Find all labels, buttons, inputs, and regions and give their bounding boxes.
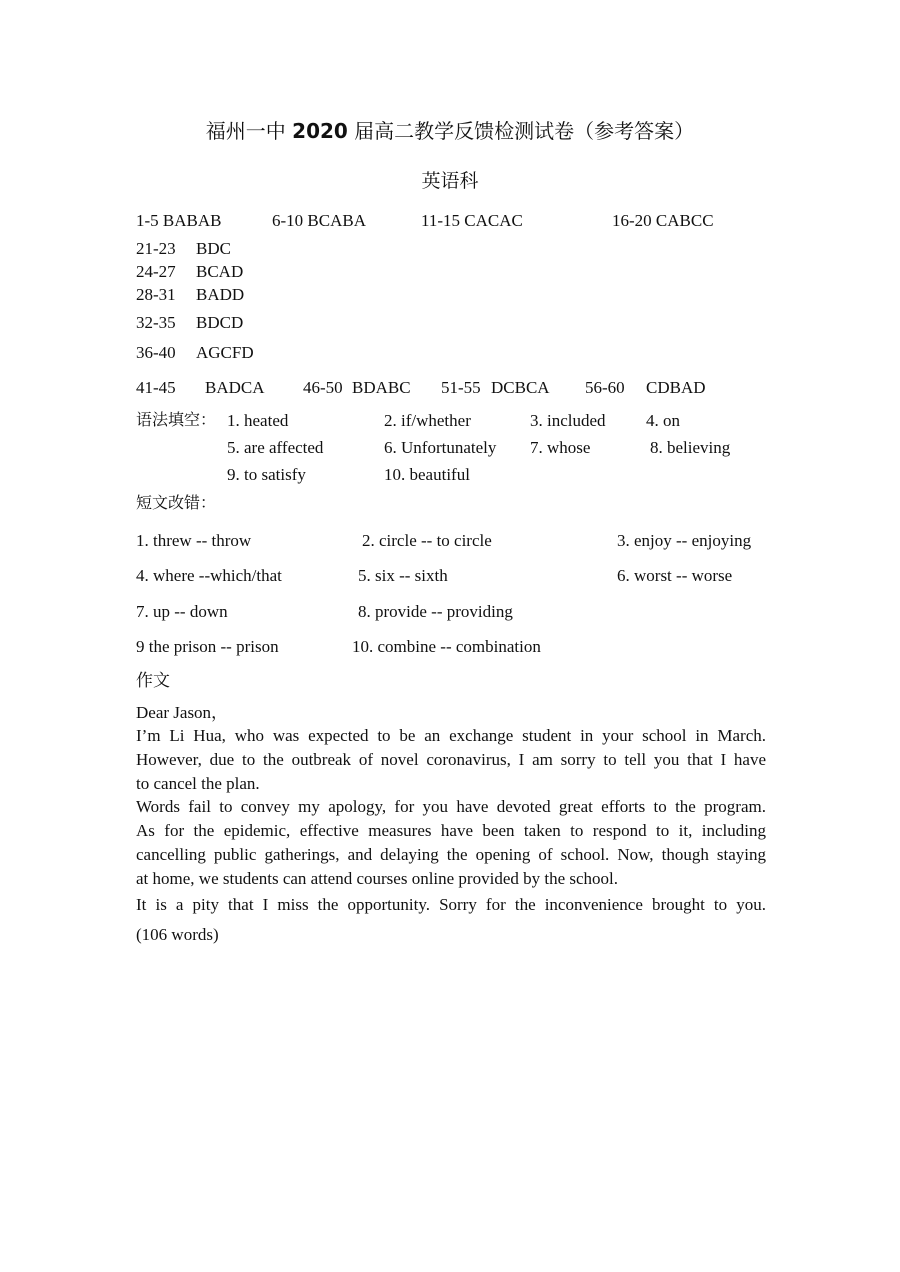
essay-line: cancelling public gatherings, and delaying the opening of school. Now, though staying bbox=[136, 845, 766, 864]
correction-item: 3. enjoy -- enjoying bbox=[617, 531, 752, 550]
answer-6-10: 6-10 BCABA bbox=[272, 211, 366, 230]
grammar-item: 5. are affected bbox=[227, 438, 324, 457]
correction-item: 9 the prison -- prison bbox=[136, 637, 279, 656]
answer-41-45: BADCA bbox=[205, 378, 265, 397]
correction-item: 6. worst -- worse bbox=[617, 566, 733, 585]
correction-item: 8. provide -- providing bbox=[358, 602, 513, 621]
grammar-item: 9. to satisfy bbox=[227, 465, 306, 484]
correction-label: 短文改错： bbox=[136, 493, 217, 512]
grammar-item: 1. heated bbox=[227, 411, 289, 430]
grammar-label: 语法填空： bbox=[136, 410, 217, 429]
essay-word-count: (106 words) bbox=[136, 925, 219, 944]
answer-28-31: BADD bbox=[196, 285, 245, 304]
range-36-40: 36-40 bbox=[136, 343, 176, 362]
correction-item: 2. circle -- to circle bbox=[362, 531, 492, 550]
essay-line: However, due to the outbreak of novel coronavirus, I am sorry to tell you that I have bbox=[136, 750, 766, 769]
essay-line: to cancel the plan. bbox=[136, 774, 260, 793]
grammar-item: 2. if/whether bbox=[384, 411, 471, 430]
range-32-35: 32-35 bbox=[136, 313, 176, 332]
document-title: 福州一中 2020 届高二教学反馈检测试卷（参考答案） bbox=[205, 119, 695, 143]
essay-line: at home, we students can attend courses online provided by the school. bbox=[136, 869, 619, 888]
answer-32-35: BDCD bbox=[196, 313, 244, 332]
grammar-item: 8. believing bbox=[650, 438, 731, 457]
grammar-item: 10. beautiful bbox=[384, 465, 470, 484]
answer-16-20: 16-20 CABCC bbox=[612, 211, 714, 230]
subject-heading: 英语科 bbox=[421, 170, 479, 192]
answer-21-23: BDC bbox=[196, 239, 231, 258]
correction-item: 4. where --which/that bbox=[136, 566, 282, 585]
answer-11-15: 11-15 CACAC bbox=[421, 211, 523, 230]
correction-item: 1. threw -- throw bbox=[136, 531, 252, 550]
essay-line: I’m Li Hua, who was expected to be an exchange student in your school in March. bbox=[136, 726, 766, 745]
answer-46-50: BDABC bbox=[352, 378, 411, 397]
essay-line: It is a pity that I miss the opportunity. Sorry for the inconvenience brought to you. bbox=[136, 895, 766, 914]
range-51-55: 51-55 bbox=[441, 378, 481, 397]
essay-line: As for the epidemic, effective measures have been taken to respond to it, including bbox=[136, 821, 766, 840]
range-56-60: 56-60 bbox=[585, 378, 625, 397]
range-24-27: 24-27 bbox=[136, 262, 176, 281]
answer-36-40: AGCFD bbox=[196, 343, 254, 362]
range-21-23: 21-23 bbox=[136, 239, 176, 258]
range-46-50: 46-50 bbox=[303, 378, 343, 397]
correction-item: 5. six -- sixth bbox=[358, 566, 448, 585]
grammar-item: 3. included bbox=[530, 411, 606, 430]
range-28-31: 28-31 bbox=[136, 285, 176, 304]
essay-label: 作文 bbox=[136, 671, 170, 691]
correction-item: 10. combine -- combination bbox=[352, 637, 541, 656]
grammar-item: 7. whose bbox=[530, 438, 591, 457]
answer-56-60: CDBAD bbox=[646, 378, 706, 397]
grammar-item: 4. on bbox=[646, 411, 680, 430]
essay-line: Words fail to convey my apology, for you have devoted great efforts to the program. bbox=[136, 797, 766, 816]
range-41-45: 41-45 bbox=[136, 378, 176, 397]
answer-24-27: BCAD bbox=[196, 262, 244, 281]
essay-line: Dear Jason， bbox=[136, 703, 229, 722]
answer-1-5: 1-5 BABAB bbox=[136, 211, 222, 230]
answer-51-55: DCBCA bbox=[491, 378, 550, 397]
grammar-item: 6. Unfortunately bbox=[384, 438, 497, 457]
correction-item: 7. up -- down bbox=[136, 602, 228, 621]
